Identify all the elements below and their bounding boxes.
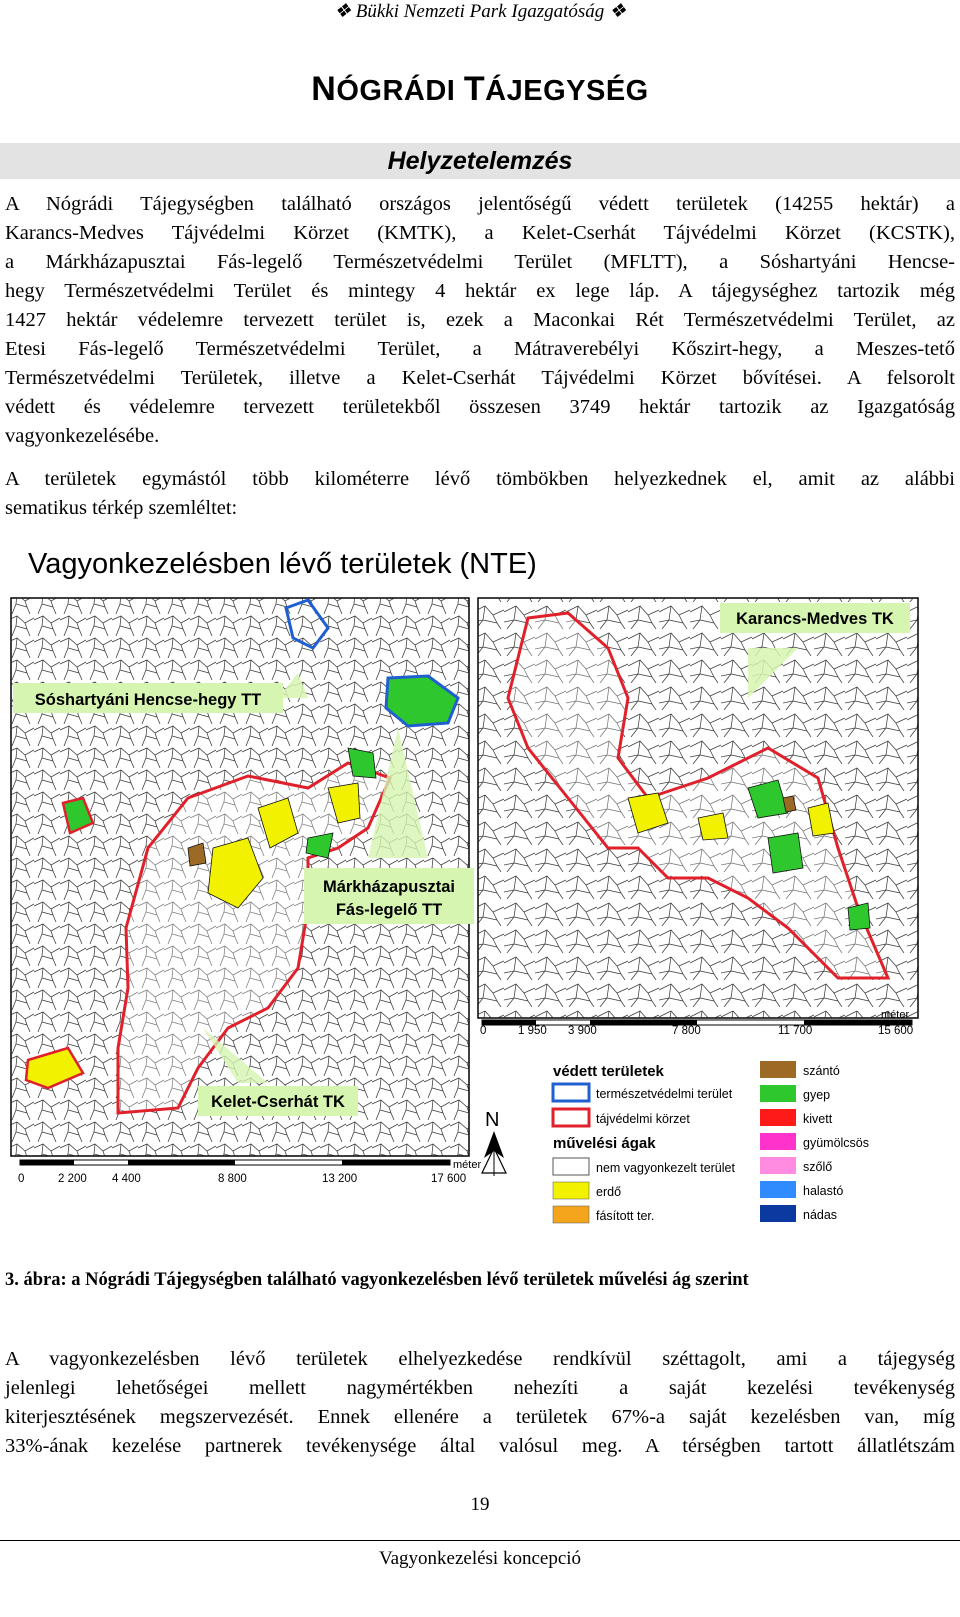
section-heading: Helyzetelemzés xyxy=(387,147,573,175)
paragraph-line: Természetvédelmi Területek, illetve a Kelet-Cserhát Tájvédelmi Körzet bővítései. A felsorolt xyxy=(5,367,955,389)
legend-fishpond: halastó xyxy=(803,1184,844,1198)
paragraph-line: a Márkházapusztai Fás-legelő Természetvédelmi Terület (MFLTT), a Sóshartyáni Hencse- xyxy=(5,251,955,273)
scale-right-tick: 7 800 xyxy=(672,1025,701,1037)
scale-right-tick: 1 950 xyxy=(518,1025,547,1037)
figure-caption: 3. ábra: a Nógrádi Tájegységben található vagyonkezelésben lévő területek művelési ág szerint xyxy=(5,1270,749,1290)
legend-arable: szántó xyxy=(803,1064,840,1078)
label-kelet-cserhat: Kelet-Cserhát TK xyxy=(211,1093,345,1111)
scale-left-unit: méter xyxy=(453,1159,482,1171)
legend-excluded: kivett xyxy=(803,1112,833,1126)
page-header: ❖ Bükki Nemzeti Park Igazgatóság ❖ xyxy=(333,1,627,22)
map-title: Vagyonkezelésben lévő területek (NTE) xyxy=(28,548,537,580)
page-number: 19 xyxy=(470,1494,490,1515)
paragraph-3 xyxy=(5,1345,955,1461)
scale-right-tick: 0 xyxy=(480,1025,487,1037)
scale-left-tick: 2 200 xyxy=(58,1173,87,1185)
label-karancs: Karancs-Medves TK xyxy=(736,610,894,628)
scale-left-tick: 17 600 xyxy=(431,1173,467,1185)
page-title xyxy=(0,70,960,109)
paragraph-line: 1427 hektár védelemre tervezett terület is, ezek a Maconkai Rét Természetvédelmi Terület, az xyxy=(5,309,955,331)
scale-right-tick: 11 700 xyxy=(778,1025,813,1037)
paragraph-line: jelenlegi lehetőségei mellett nagymértékben nehezíti a saját kezelési tevékenység xyxy=(5,1377,955,1399)
legend-reed: nádas xyxy=(803,1208,838,1222)
paragraph-line: A vagyonkezelésben lévő területek elhelyezkedése rendkívül széttagolt, ami a tájegység xyxy=(5,1348,955,1370)
scale-left-tick: 13 200 xyxy=(322,1173,358,1185)
title-rest-2: ÁJEGYSÉG xyxy=(485,75,649,107)
paragraph-line: sematikus térkép szemléltet: xyxy=(5,497,238,519)
paragraph-line: A Nógrádi Tájegységben található országos jelentőségű védett területek (14255 hektár) a xyxy=(5,193,955,215)
map-svg xyxy=(8,548,958,1248)
label-soshartyan: Sóshartyáni Hencse-hegy TT xyxy=(34,691,262,709)
right-map-panel xyxy=(478,598,918,1018)
paragraph-line: védett és védelemre tervezett területekből összesen 3749 hektár tartozik az Igazgatóság xyxy=(5,396,955,418)
title-rest-1: ÓGRÁDI xyxy=(336,75,464,107)
label-markhaza-2: Fás-legelő TT xyxy=(335,901,443,919)
page-footer: Vagyonkezelési koncepció xyxy=(378,1548,582,1569)
legend-not-managed: nem vagyonkezelt terület xyxy=(596,1161,735,1175)
label-markhaza-1: Márkházapusztai xyxy=(322,878,456,896)
paragraph-1 xyxy=(5,190,955,451)
paragraph-line: kiterjesztésének megszervezését. Ennek ellenére a területek 67%-a saját kezelésben van, míg xyxy=(5,1406,955,1428)
scale-left-tick: 8 800 xyxy=(218,1173,247,1185)
scale-right-tick: 15 600 xyxy=(878,1025,914,1037)
north-arrow-icon xyxy=(482,1109,506,1176)
legend-orchard: gyümölcsös xyxy=(803,1136,869,1150)
scale-right-tick: 3 900 xyxy=(568,1025,597,1037)
footer-divider xyxy=(0,1540,960,1541)
paragraph-line: 33%-ának kezelése partnerek tevékenysége által valósul meg. A térségben tartott állatlétszám xyxy=(5,1435,955,1457)
legend-forest: erdő xyxy=(596,1185,622,1199)
scale-left-tick: 4 400 xyxy=(112,1173,141,1185)
map-legend xyxy=(553,1061,869,1223)
paragraph-2 xyxy=(5,465,955,523)
title-initial-2: T xyxy=(463,70,486,108)
scale-left-tick: 0 xyxy=(18,1173,25,1185)
legend-vineyard: szőlő xyxy=(803,1160,833,1174)
svg-text:N: N xyxy=(485,1109,500,1131)
legend-landscape-area: tájvédelmi körzet xyxy=(596,1112,690,1126)
scale-right-unit: méter xyxy=(881,1009,910,1021)
map-figure xyxy=(8,548,958,1248)
paragraph-line: Etesi Fás-legelő Természetvédelmi Terület, a Mátraverebélyi Kőszirt-hegy, a Meszes-tető xyxy=(5,338,955,360)
legend-grassland: gyep xyxy=(803,1088,831,1102)
paragraph-line: vagyonkezelésébe. xyxy=(5,425,160,447)
paragraph-line: A területek egymástól több kilométerre lévő tömbökben helyezkednek el, amit az alábbi xyxy=(5,468,955,490)
title-initial-1: N xyxy=(311,70,337,108)
scale-bar-left xyxy=(18,1159,481,1185)
legend-wooded: fásított ter. xyxy=(596,1209,655,1223)
legend-heading-protected: védett területek xyxy=(553,1063,664,1080)
legend-heading-cultivation: művelési ágak xyxy=(553,1135,656,1152)
paragraph-line: Karancs-Medves Tájvédelmi Körzet (KMTK), a Kelet-Cserhát Tájvédelmi Körzet (KCSTK), xyxy=(5,222,955,244)
paragraph-line: hegy Természetvédelmi Terület és mintegy 4 hektár ex lege láp. A tájegységhez tartozik még xyxy=(5,280,955,302)
legend-nature-reserve: természetvédelmi terület xyxy=(596,1087,733,1101)
